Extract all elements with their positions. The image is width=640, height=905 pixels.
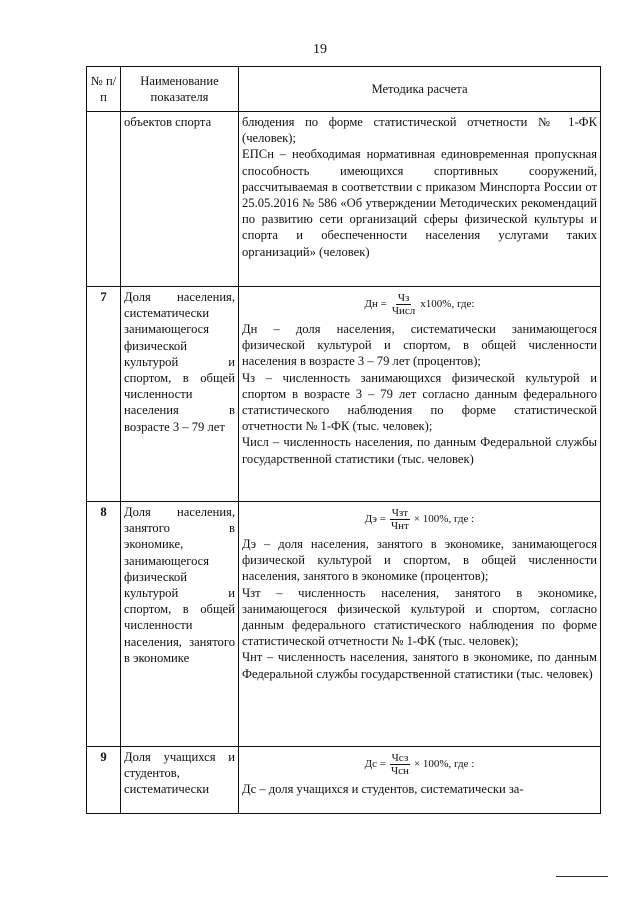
method-cell — [239, 287, 601, 502]
formula — [242, 504, 597, 534]
formula-lhs: Дн = — [364, 297, 387, 310]
header-method: Методика расчета — [239, 67, 601, 112]
formula-numerator: Чзт — [391, 506, 409, 519]
table-row — [87, 747, 601, 814]
formula-fraction — [390, 292, 417, 317]
method-paragraph: ЕПСн – необходимая нормативная единовременная пропускная способность имеющихся спортивных сооружений, рассчитываемая в соответствии с приказом Минспорта России от 25.05.2016 № 586 «Об утверждении Методических рекомендаций по развитию сети организаций сферы физической культуры и спорта и обеспеченности населения услугами таких организаций» (человек) — [242, 147, 597, 259]
formula-lhs: Дс = — [364, 757, 387, 770]
formula-rhs: × 100%, где : — [413, 512, 475, 525]
indicator-name: Доля населения, занятого в экономике, занимающегося физической культурой и спортом, в общей численности населения, занятого в экономике — [121, 502, 239, 747]
formula-fraction — [389, 507, 411, 532]
method-paragraph: Числ – численность населения, по данным Федеральной службы государственной статистики (тыс. человек) — [242, 435, 597, 466]
formula-rhs: х100%, где: — [420, 297, 475, 310]
table-row — [87, 112, 601, 287]
formula — [242, 749, 597, 779]
formula-rhs: × 100%, где : — [413, 757, 475, 770]
indicator-name: Доля учащихся и студентов, систематически — [121, 747, 239, 814]
method-paragraph: Чз – численность занимающихся физической культурой и спортом в возрасте 3 – 79 лет согласно данным федерального статистического наблюдения по форме статистической отчетности № 1-ФК (тыс. человек); — [242, 370, 597, 434]
table-header-row — [87, 67, 601, 112]
indicator-name: Доля населения, систематически занимающегося физической культурой и спортом, в общей численности населения в возрасте 3 – 79 лет — [121, 287, 239, 502]
method-paragraph: Чнт – численность населения, занятого в экономике, по данным Федеральной службы государственной статистики (тыс. человек) — [242, 650, 597, 681]
method-paragraph: блюдения по форме статистической отчетности № 1-ФК (человек); — [242, 115, 597, 146]
method-paragraph: Дэ – доля населения, занятого в экономике, занимающегося физической культурой и спортом, в общей численности населения, занятого в экономике (процентов); — [242, 537, 597, 584]
row-number: 9 — [87, 747, 121, 814]
formula-numerator: Чз — [397, 291, 410, 304]
formula-denominator: Чсн — [391, 764, 409, 777]
method-cell — [239, 502, 601, 747]
row-number: 8 — [87, 502, 121, 747]
method-cell — [239, 747, 601, 814]
indicator-name: объектов спорта — [121, 112, 239, 287]
row-number — [87, 112, 121, 287]
page-number: 19 — [313, 42, 327, 57]
header-name: Наименование показателя — [121, 67, 239, 112]
footer-rule — [556, 876, 608, 877]
method-paragraph: Дс – доля учащихся и студентов, систематически за- — [242, 782, 524, 796]
method-paragraph: Дн – доля населения, систематически занимающегося физической культурой и спортом, в общей численности населения в возрасте 3 – 79 лет (процентов); — [242, 322, 597, 369]
formula-denominator: Чнт — [390, 519, 409, 532]
table-row — [87, 287, 601, 502]
formula-lhs: Дэ = — [364, 512, 386, 525]
method-paragraph: Чзт – численность населения, занятого в экономике, занимающегося физической культурой и спортом, согласно данным федерального статистического наблюдения по форме статистической отчетности № 1-ФК (тыс. человек); — [242, 585, 597, 649]
formula-numerator: Чсз — [391, 751, 409, 764]
formula-denominator: Числ — [391, 304, 416, 317]
row-number: 7 — [87, 287, 121, 502]
table-row — [87, 502, 601, 747]
formula — [242, 289, 597, 319]
header-num: № п/п — [87, 67, 121, 112]
formula-fraction — [389, 752, 411, 777]
methodology-table — [86, 66, 601, 814]
method-cell — [239, 112, 601, 287]
